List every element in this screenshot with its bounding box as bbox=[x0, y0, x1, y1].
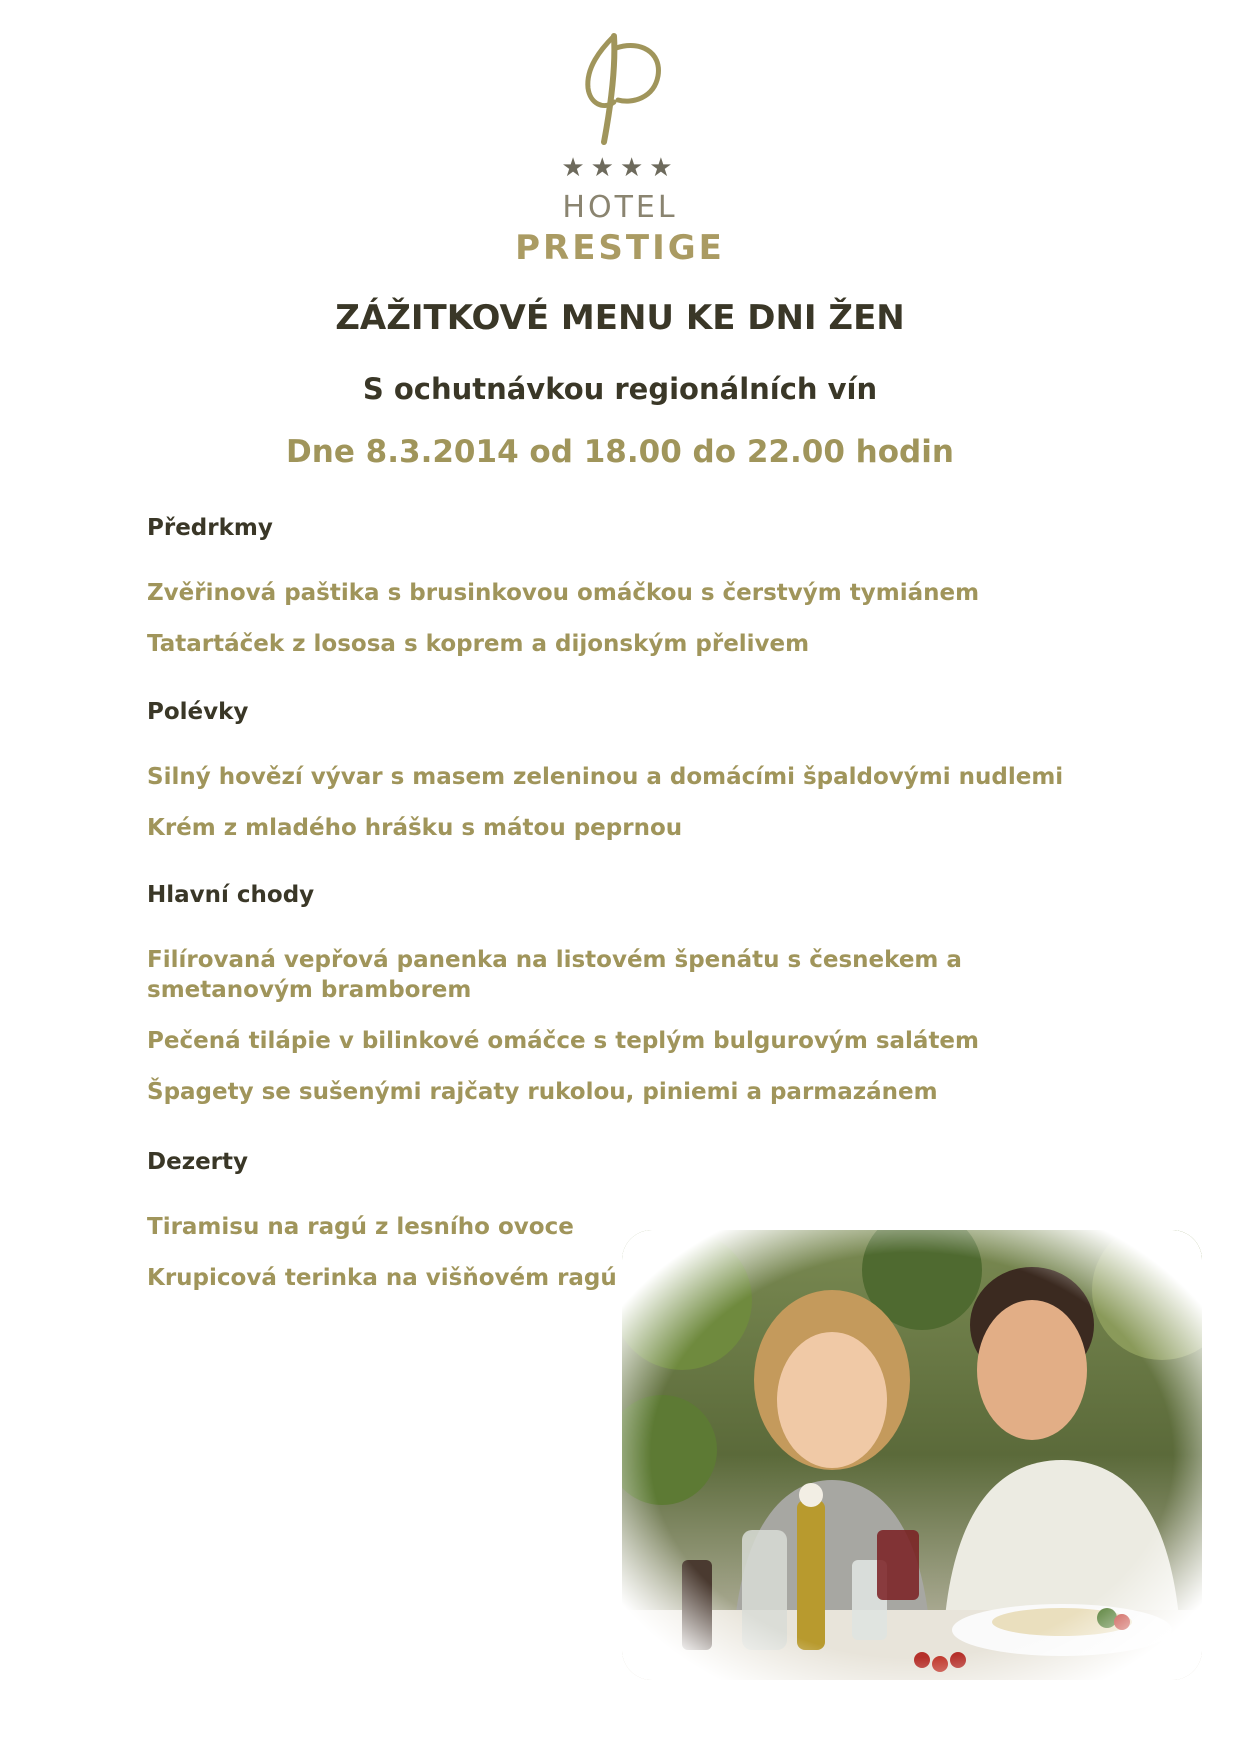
menu-item: Tiramisu na ragú z lesního ovoce bbox=[147, 1214, 574, 1240]
menu-title: ZÁŽITKOVÉ MENU KE DNI ŽEN bbox=[335, 298, 905, 338]
section-title: Hlavní chody bbox=[147, 882, 315, 908]
hotel-stars: ★★★★ bbox=[561, 153, 679, 183]
menu-subtitle: S ochutnávkou regionálních vín bbox=[362, 372, 878, 406]
section-title: Předrkmy bbox=[147, 515, 273, 541]
event-date: Dne 8.3.2014 od 18.00 do 22.00 hodin bbox=[286, 434, 954, 470]
menu-section-soups bbox=[147, 697, 1067, 864]
hotel-logo-mark-icon bbox=[570, 30, 670, 150]
section-title: Dezerty bbox=[147, 1149, 249, 1175]
menu-item: Silný hovězí vývar s masem zeleninou a domácími špaldovými nudlemi bbox=[147, 764, 1064, 790]
menu-item: Pečená tilápie v bilinkové omáčce s teplým bulgurovým salátem bbox=[147, 1028, 979, 1054]
menu-item: Špagety se sušenými rajčaty rukolou, piniemi a parmazánem bbox=[147, 1079, 938, 1105]
menu-item: Krém z mladého hrášku s mátou peprnou bbox=[147, 815, 683, 841]
hotel-logo bbox=[515, 30, 725, 268]
menu-section-mains bbox=[147, 880, 1067, 1128]
menu-item: Filírovaná vepřová panenka na listovém špenátu s česnekem a smetanovým bramborem bbox=[147, 947, 962, 1003]
hotel-name: PRESTIGE bbox=[515, 228, 725, 268]
menu-item: Tatartáček z lososa s koprem a dijonským přelivem bbox=[147, 631, 810, 657]
section-title: Polévky bbox=[147, 699, 249, 725]
couple-dining-photo bbox=[622, 1230, 1202, 1680]
menu-item: Krupicová terinka na višňovém ragú bbox=[147, 1265, 617, 1291]
menu-section-starters bbox=[147, 513, 1067, 680]
menu-item: Zvěřinová paštika s brusinkovou omáčkou s čerstvým tymiánem bbox=[147, 580, 980, 606]
photo-illustration bbox=[622, 1230, 1202, 1680]
hotel-label: HOTEL bbox=[562, 190, 678, 225]
